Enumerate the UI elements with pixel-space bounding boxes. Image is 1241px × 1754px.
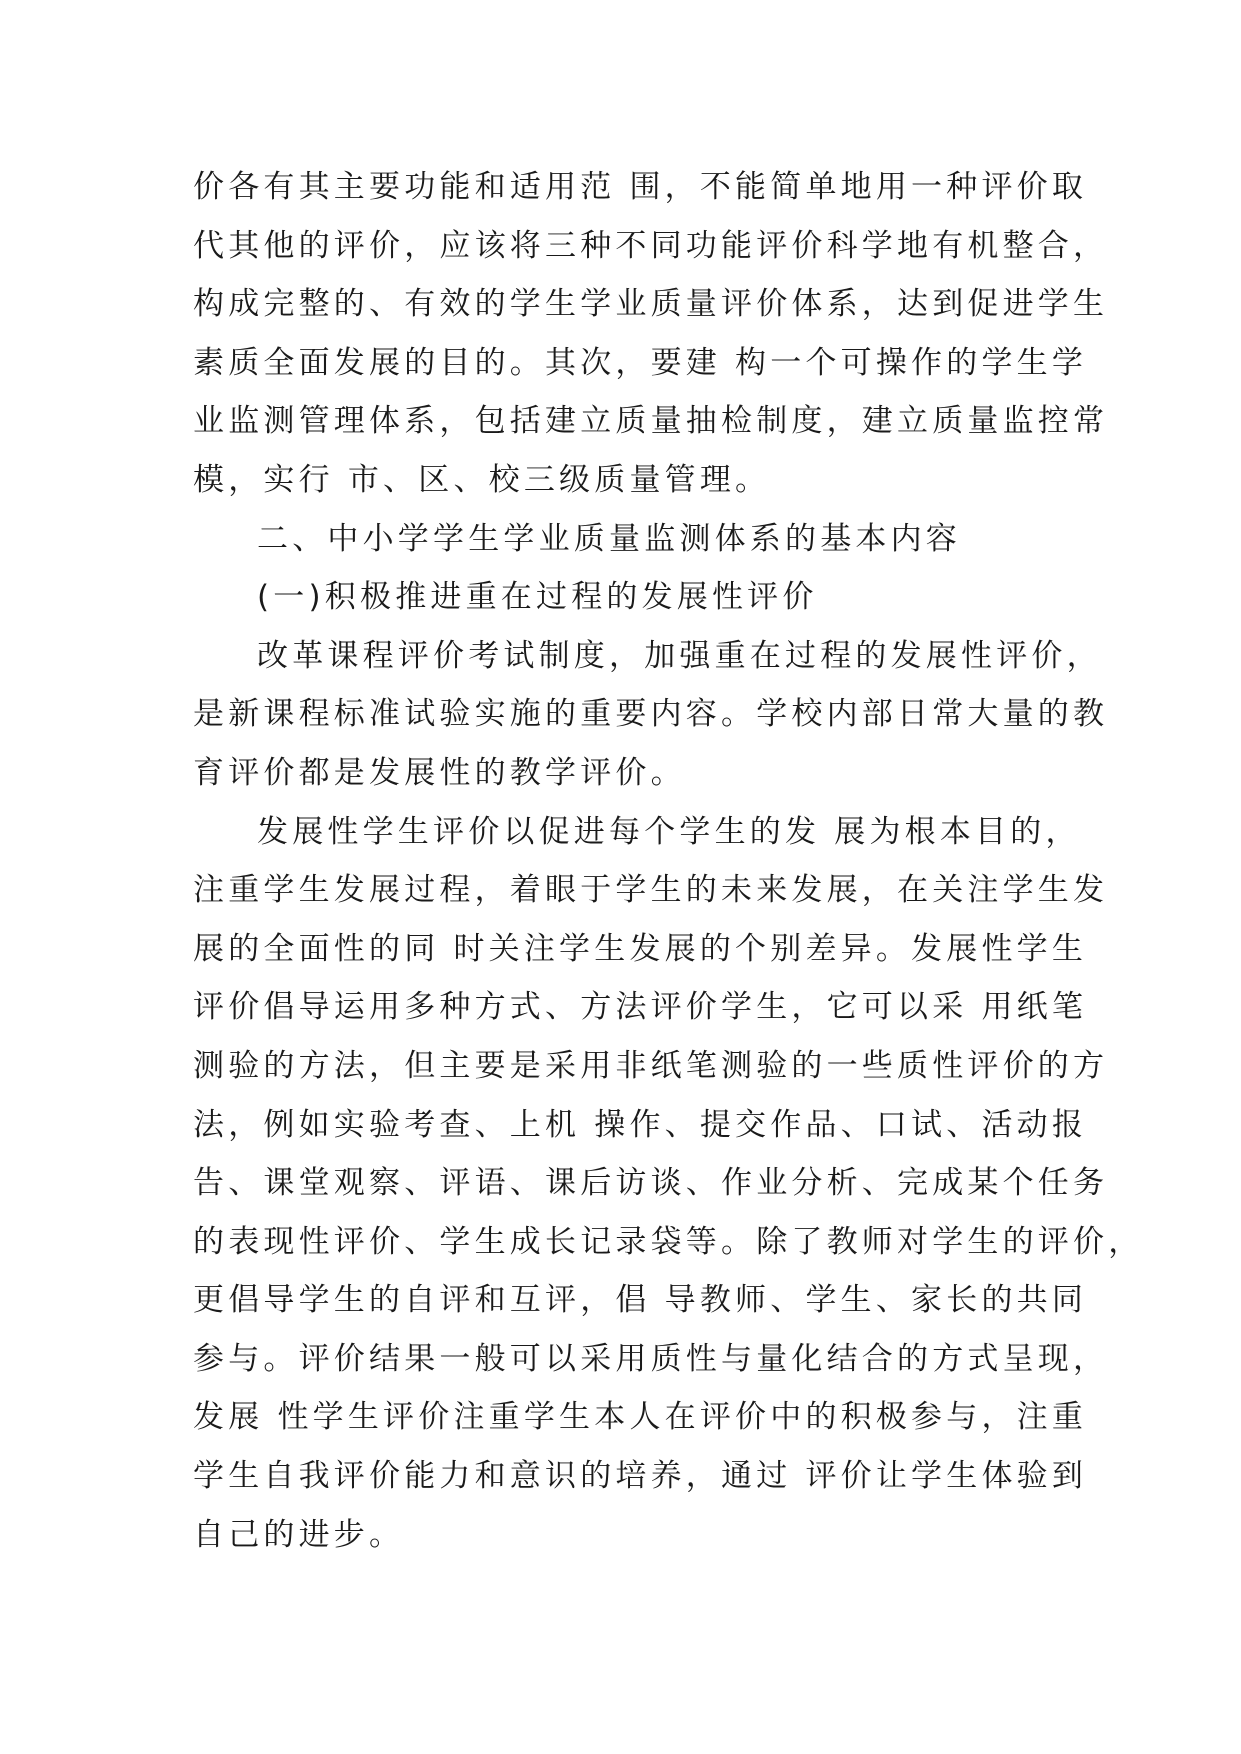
text-line: 业监测管理体系，包括建立质量抽检制度，建立质量监控常	[193, 403, 1109, 440]
text-line: 更倡导学生的自评和互评，倡 导教师、学生、家长的共同	[193, 1282, 1088, 1319]
text-line: 评价倡导运用多种方式、方法评价学生，它可以采 用纸笔	[193, 989, 1088, 1026]
text-line: 发展 性学生评价注重学生本人在评价中的积极参与，注重	[193, 1399, 1088, 1436]
text-line: 的表现性评价、学生成长记录袋等。除了教师对学生的评价，	[193, 1223, 1144, 1260]
text-line: 测验的方法，但主要是采用非纸笔测验的一些质性评价的方	[193, 1047, 1109, 1084]
text-line: 育评价都是发展性的教学评价。	[193, 754, 686, 791]
text-line: 是新课程标准试验实施的重要内容。学校内部日常大量的教	[193, 696, 1109, 733]
text-line: 学生自我评价能力和意识的培养，通过 评价让学生体验到	[193, 1458, 1088, 1495]
text-line: 改革课程评价考试制度，加强重在过程的发展性评价，	[257, 637, 1102, 674]
text-line: 代其他的评价，应该将三种不同功能评价科学地有机整合，	[193, 227, 1109, 264]
document-body	[193, 158, 1144, 1564]
section-heading: 二、中小学学生学业质量监测体系的基本内容	[257, 520, 961, 557]
text-line: 素质全面发展的目的。其次，要建 构一个可操作的学生学	[193, 344, 1088, 381]
text-line: 发展性学生评价以促进每个学生的发 展为根本目的，	[257, 813, 1081, 850]
text-line: 法，例如实验考查、上机 操作、提交作品、口试、活动报	[193, 1106, 1088, 1143]
text-line: 展的全面性的同 时关注学生发展的个别差异。发展性学生	[193, 930, 1088, 967]
text-line: 自己的进步。	[193, 1516, 405, 1553]
text-line: 模，实行 市、区、校三级质量管理。	[193, 461, 771, 498]
text-line: 价各有其主要功能和适用范 围，不能简单地用一种评价取	[193, 169, 1088, 205]
text-line: 注重学生发展过程，着眼于学生的未来发展，在关注学生发	[193, 872, 1109, 909]
subsection-heading: (一)积极推进重在过程的发展性评价	[257, 579, 818, 616]
text-line: 告、课堂观察、评语、课后访谈、作业分析、完成某个任务	[193, 1165, 1109, 1202]
text-line: 参与。评价结果一般可以采用质性与量化结合的方式呈现，	[193, 1340, 1109, 1377]
text-line: 构成完整的、有效的学生学业质量评价体系，达到促进学生	[193, 286, 1109, 323]
